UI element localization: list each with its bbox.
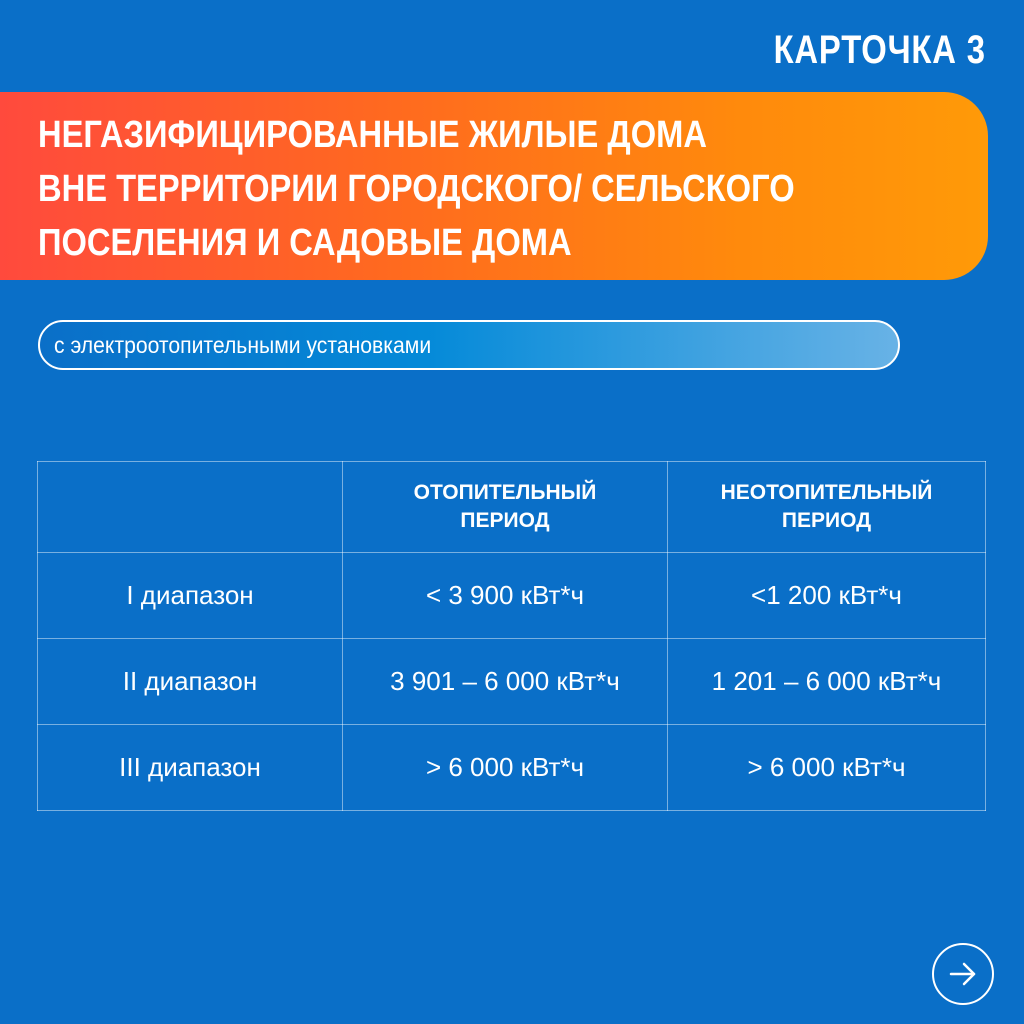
table-row <box>38 639 986 725</box>
page-title: НЕГАЗИФИЦИРОВАННЫЕ ЖИЛЫЕ ДОМА ВНЕ ТЕРРИТОРИИ ГОРОДСКОГО/ СЕЛЬСКОГО ПОСЕЛЕНИЯ И САДОВЫЕ ДОМА <box>38 114 795 264</box>
range-label: III диапазон <box>38 725 343 811</box>
range-label: II диапазон <box>38 639 343 725</box>
card-number-label: КАРТОЧКА 3 <box>773 28 986 72</box>
next-card-button[interactable] <box>932 943 994 1005</box>
title-banner <box>0 92 988 280</box>
range-label: I диапазон <box>38 553 343 639</box>
heating-value: > 6 000 кВт*ч <box>343 725 668 811</box>
table-header-row <box>38 462 986 553</box>
table-header-empty <box>38 462 343 553</box>
non-heating-value: <1 200 кВт*ч <box>668 553 986 639</box>
table-header-heating-period: ОТОПИТЕЛЬНЫЙ ПЕРИОД <box>343 462 668 553</box>
tariff-table <box>37 461 986 811</box>
category-label: с электроотопительными установками <box>54 331 432 358</box>
heating-value: 3 901 – 6 000 кВт*ч <box>343 639 668 725</box>
table-row <box>38 553 986 639</box>
non-heating-value: 1 201 – 6 000 кВт*ч <box>668 639 986 725</box>
heating-value: < 3 900 кВт*ч <box>343 553 668 639</box>
table-header-non-heating-period: НЕОТОПИТЕЛЬНЫЙ ПЕРИОД <box>668 462 986 553</box>
category-pill <box>38 320 900 370</box>
arrow-right-icon <box>946 957 980 991</box>
table-row <box>38 725 986 811</box>
non-heating-value: > 6 000 кВт*ч <box>668 725 986 811</box>
